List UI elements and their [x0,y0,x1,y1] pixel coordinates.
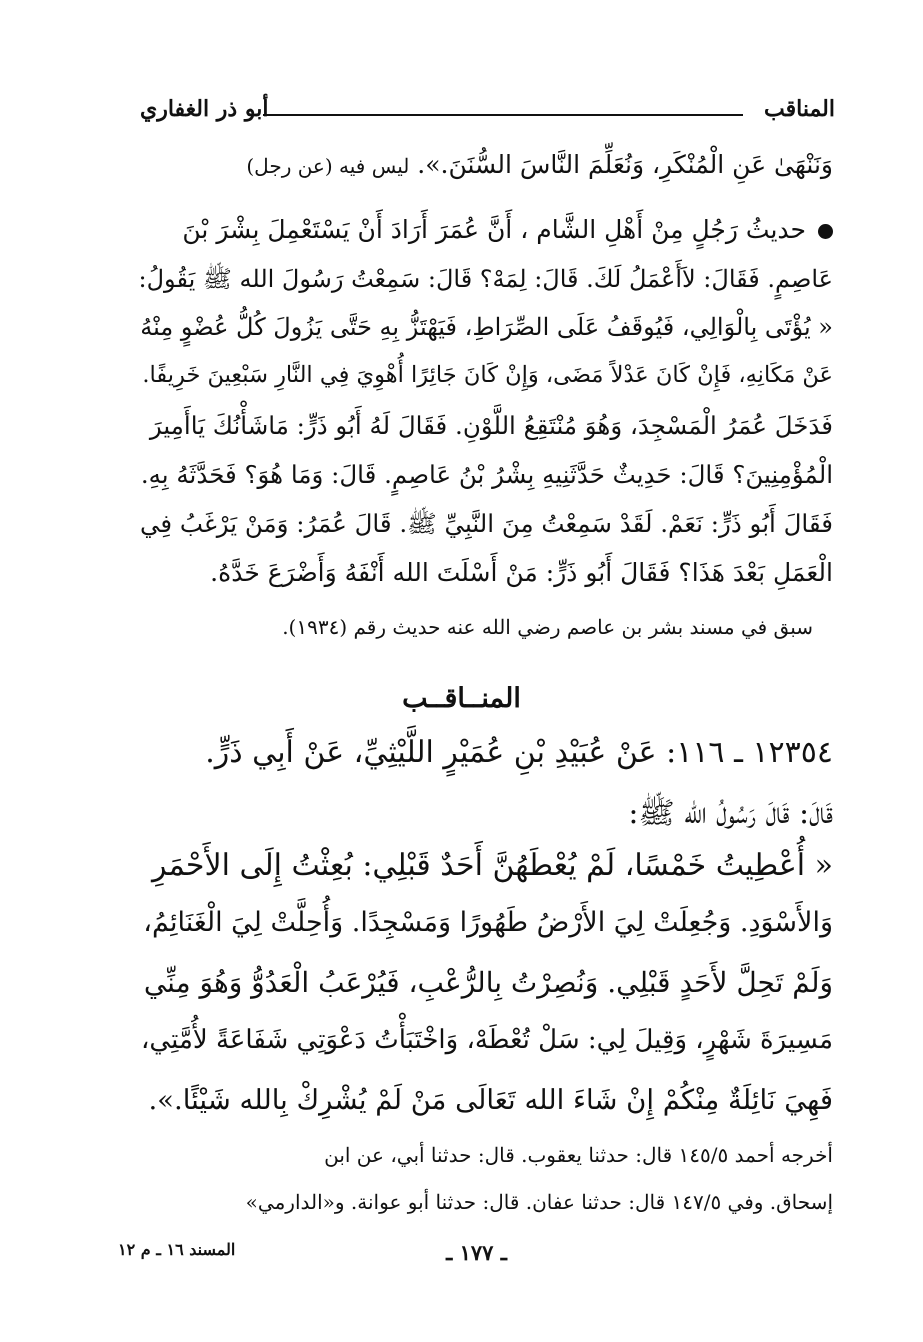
page-header [140,92,835,132]
text-line: الْعَمَلِ بَعْدَ هَذَا؟ فَقَالَ أَبُو ذَرٍّ: مَنْ أَسْلَتَ الله أَنْفَهُ وَأَضْرَعَ خَدَّهُ. [210,558,833,587]
text-line [140,215,833,244]
header-section-title: المناقب [764,96,835,122]
text-line: عَنْ مَكَانِهِ، فَإِنْ كَانَ عَدْلاً مَضَى، وَإِنْ كَانَ جَائِرًا أُهْوِيَ فِي النَّارِ سَبْعِينَ خَرِيفًا. [142,362,833,388]
footnote-line: أخرجه أحمد ١٤٥/٥ قال: حدثنا يعقوب. قال: حدثنا أبي، عن ابن [324,1143,833,1167]
bullet-icon [818,224,833,239]
text-line [140,150,833,179]
page-footer [118,1240,835,1270]
text-line: قَالَ: قَالَ رَسُولُ الله ﷺ: [628,796,833,831]
text-line: فَدَخَلَ عُمَرُ الْمَسْجِدَ، وَهُوَ مُنْتَقِعُ اللَّوْنِ. فَقَالَ لَهُ أَبُو ذَرٍّ: مَاشَأْنُكَ يَاأَمِيرَ [149,411,833,440]
cross-reference-note: سبق في مسند بشر بن عاصم رضي الله عنه حديث رقم (١٩٣٤). [282,615,813,639]
text-line: الْمُؤْمِنِينَ؟ قَالَ: حَدِيثٌ حَدَّثَنِيهِ بِشْرُ بْنُ عَاصِمٍ. قَالَ: وَمَا هُوَ؟ فَحَدَّثَهُ بِهِ. [140,460,833,489]
text-line: وَالأَسْوَدِ. وَجُعِلَتْ لِيَ الأَرْضُ طَهُورًا وَمَسْجِدًا. وَأُحِلَّتْ لِيَ الْغَنَائِمُ، [143,907,833,938]
text-line: « أُعْطِيتُ خَمْسًا، لَمْ يُعْطَهُنَّ أَحَدٌ قَبْلِي: بُعِثْتُ إِلَى الأَحْمَرِ [152,848,833,883]
text-line: « يُؤْتَى بِالْوَالِي، فَيُوقَفُ عَلَى الصِّرَاطِ، فَيَهْتَزُّ بِهِ حَتَّى يَزُولَ كُلُّ عُضْوٍ مِنْهُ [140,313,833,341]
header-chapter-title: أبو ذر الغفاري [140,96,269,122]
text-line: عَاصِمٍ. فَقَالَ: لاَأَعْمَلُ لَكَ. قَالَ: لِمَهْ؟ قَالَ: سَمِعْتُ رَسُولَ الله ﷺ يَقُولُ: [138,265,833,293]
hadith-number-line: ١٢٣٥٤ ـ ١١٦: عَنْ عُبَيْدِ بْنِ عُمَيْرٍ اللَّيْثِيِّ، عَنْ أَبِي ذَرٍّ. [205,735,833,770]
text-line: فَهِيَ نَائِلَةٌ مِنْكُمْ إِنْ شَاءَ الله تَعَالَى مَنْ لَمْ يُشْرِكْ بِالله شَيْئًا.». [148,1084,833,1116]
text-line: مَسِيرَةَ شَهْرٍ، وَقِيلَ لِي: سَلْ تُعْطَهْ، وَاخْتَبَأْتُ دَعْوَتِي شَفَاعَةً لأُمَّتِي، [141,1025,833,1055]
section-title: المنــاقــب [402,683,521,714]
signature-mark: المسند ١٦ ـ م ١٢ [118,1240,236,1259]
hadith-text: حديثُ رَجُلٍ مِنْ أَهْلِ الشَّام ، أَنَّ عُمَرَ أَرَادَ أَنْ يَسْتَعْمِلَ بِشْرَ بْنَ [182,215,806,244]
page-number: ـ ١٧٧ ـ [446,1240,507,1265]
text-line: وَلَمْ تَحِلَّ لأَحَدٍ قَبْلِي. وَنُصِرْتُ بِالرُّعْبِ، فَيُرْعَبُ الْعَدُوُّ وَهُوَ مِنِّي [143,966,833,999]
footnote-line: إسحاق. وفي ١٤٧/٥ قال: حدثنا عفان. قال: حدثنا أبو عوانة. و«الدارمي» [245,1190,833,1214]
text-line: فَقَالَ أَبُو ذَرٍّ: نَعَمْ. لَقَدْ سَمِعْتُ مِنَ النَّبِيِّ ﷺ. قَالَ عُمَرُ: وَمَنْ يَرْغَبُ فِي [139,509,833,538]
editor-note: ليس فيه (عن رجل) [246,154,410,178]
hadith-text: وَنَنْهَىٰ عَنِ الْمُنْكَرِ، وَنُعَلِّمَ النَّاسَ السُّنَنَ.». [409,150,833,179]
header-rule [263,114,743,116]
